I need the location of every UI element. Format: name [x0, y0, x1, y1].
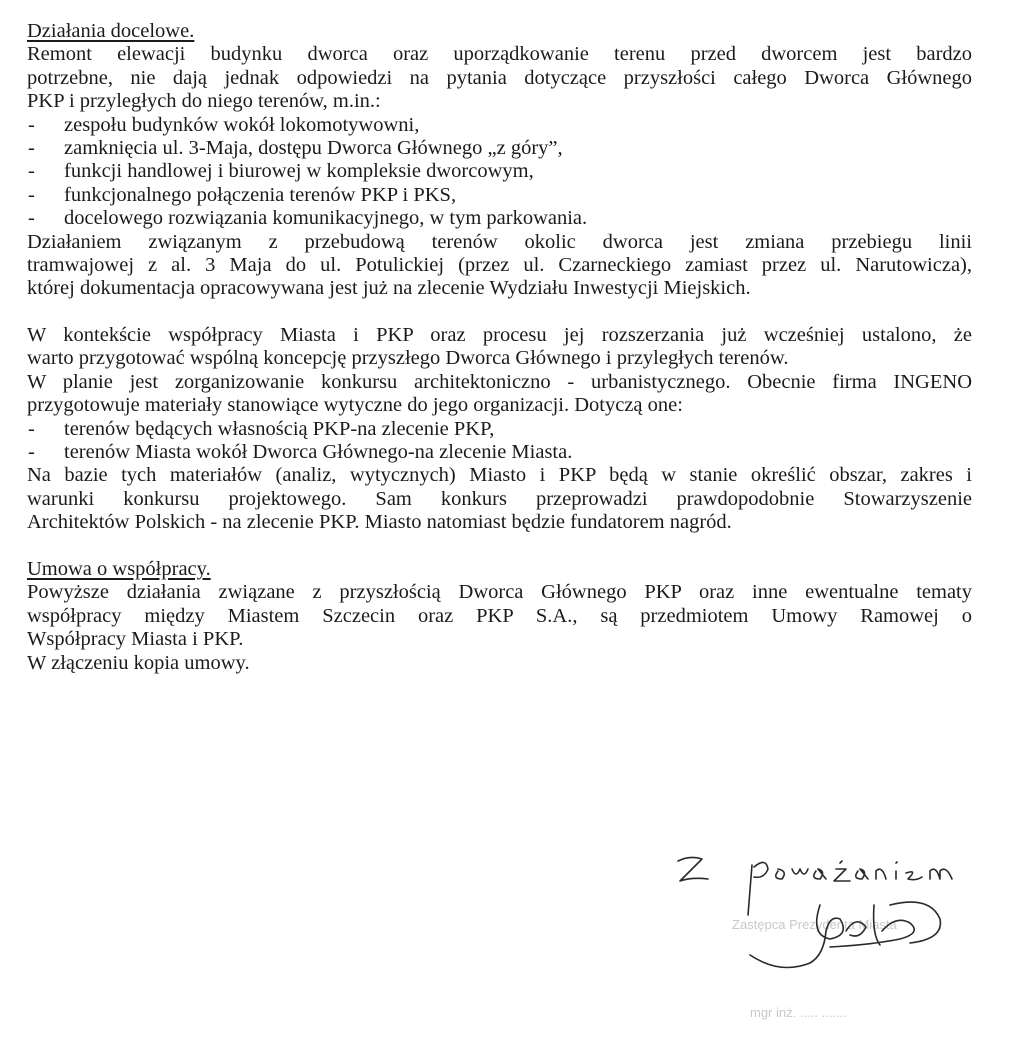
paragraph-gap: [27, 301, 972, 324]
bullet-text: funkcji handlowej i biurowej w kompleksie dworcowym,: [64, 160, 534, 183]
bullet-item: [27, 137, 972, 160]
paragraph-line: Działaniem związanym z przebudową terenów okolic dworca jest zmiana przebiegu linii: [27, 230, 972, 253]
bullet-dash: -: [28, 160, 35, 183]
bullet-dash: -: [28, 113, 35, 136]
stamp-name: mgr inż. ..... .......: [750, 1005, 847, 1020]
bullet-item: [27, 441, 972, 464]
bullet-item: [27, 184, 972, 207]
paragraph-line: W kontekście współpracy Miasta i PKP oraz procesu jej rozszerzania już wcześniej ustalono, że: [27, 324, 972, 347]
handwritten-signature: [660, 835, 1020, 1035]
document-page: [27, 20, 972, 675]
bullet-item: [27, 418, 972, 441]
signature-block: [660, 835, 1020, 1035]
paragraph-line: W planie jest zorganizowanie konkursu architektoniczno - urbanistycznego. Obecnie firma INGENO: [27, 370, 972, 393]
paragraph-line: tramwajowej z al. 3 Maja do ul. Potulickiej (przez ul. Czarneckiego zamiast przez ul. Narutowicza),: [27, 253, 972, 276]
section-heading-dzialania: Działania docelowe.: [27, 20, 195, 42]
bullet-text: zespołu budynków wokół lokomotywowni,: [64, 113, 420, 136]
paragraph-line: warunki konkursu projektowego. Sam konkurs przeprowadzi prawdopodobnie Stowarzyszenie: [27, 487, 972, 510]
bullet-dash: -: [28, 417, 35, 440]
bullet-text: terenów Miasta wokół Dworca Głównego-na zlecenie Miasta.: [64, 441, 573, 464]
bullet-text: zamknięcia ul. 3-Maja, dostępu Dworca Głównego „z góry”,: [64, 136, 563, 159]
section-heading-umowa: Umowa o współpracy.: [27, 557, 211, 580]
paragraph-line: W złączeniu kopia umowy.: [27, 651, 250, 674]
paragraph-line: przygotowuje materiały stanowiące wytyczne do jego organizacji. Dotyczą one:: [27, 394, 683, 417]
stamp-title: Zastępca Prezydenta Miasta: [732, 917, 897, 932]
paragraph-line: potrzebne, nie dają jednak odpowiedzi na pytania dotyczące przyszłości całego Dworca Głównego: [27, 66, 972, 89]
paragraph-line: warto przygotować wspólną koncepcję przyszłego Dworca Głównego i przyległych terenów.: [27, 347, 789, 370]
bullet-item: [27, 207, 972, 230]
paragraph-line: Powyższe działania związane z przyszłością Dworca Głównego PKP oraz inne ewentualne tematy: [27, 581, 972, 604]
paragraph-line: PKP i przyległych do niego terenów, m.in.:: [27, 90, 381, 113]
paragraph-gap: [27, 535, 972, 558]
paragraph-line: współpracy między Miastem Szczecin oraz PKP S.A., są przedmiotem Umowy Ramowej o: [27, 604, 972, 627]
bullet-item: [27, 114, 972, 137]
bullet-text: docelowego rozwiązania komunikacyjnego, w tym parkowania.: [64, 207, 588, 230]
bullet-text: funkcjonalnego połączenia terenów PKP i PKS,: [64, 183, 457, 206]
bullet-dash: -: [28, 441, 35, 464]
paragraph-line: której dokumentacja opracowywana jest już na zlecenie Wydziału Inwestycji Miejskich.: [27, 277, 751, 300]
paragraph-line: Współpracy Miasta i PKP.: [27, 628, 244, 651]
paragraph-line: Architektów Polskich - na zlecenie PKP. Miasto natomiast będzie fundatorem nagród.: [27, 511, 732, 534]
bullet-dash: -: [28, 207, 35, 230]
paragraph-line: Remont elewacji budynku dworca oraz uporządkowanie terenu przed dworcem jest bardzo: [27, 43, 972, 66]
bullet-dash: -: [28, 183, 35, 206]
bullet-text: terenów będących własnością PKP-na zlecenie PKP,: [64, 417, 495, 440]
paragraph-line: Na bazie tych materiałów (analiz, wytycznych) Miasto i PKP będą w stanie określić obszar, zakres i: [27, 464, 972, 487]
bullet-dash: -: [28, 136, 35, 159]
bullet-item: [27, 160, 972, 183]
